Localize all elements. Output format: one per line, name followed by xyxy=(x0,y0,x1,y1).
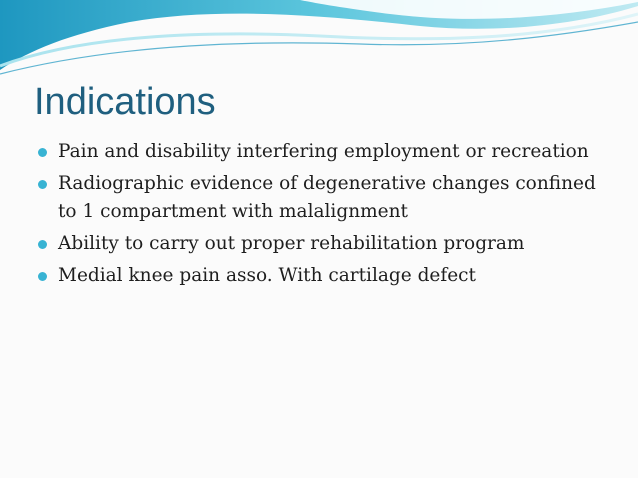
bullet-point-icon xyxy=(38,240,47,249)
bullet-text: Radiographic evidence of degenerative changes confined to 1 compartment with malalignment xyxy=(58,173,596,222)
bullet-item xyxy=(38,230,608,258)
bullet-text: Pain and disability interfering employment or recreation xyxy=(58,141,589,162)
header-wave-decoration xyxy=(0,0,638,80)
bullet-item xyxy=(38,170,608,226)
bullet-list xyxy=(38,138,608,294)
bullet-text: Medial knee pain asso. With cartilage defect xyxy=(58,265,476,286)
bullet-point-icon xyxy=(38,272,47,281)
bullet-item xyxy=(38,262,608,290)
bullet-point-icon xyxy=(38,180,47,189)
bullet-point-icon xyxy=(38,148,47,157)
bullet-item xyxy=(38,138,608,166)
bullet-text: Ability to carry out proper rehabilitation program xyxy=(58,233,525,254)
slide-title: Indications xyxy=(34,81,216,123)
